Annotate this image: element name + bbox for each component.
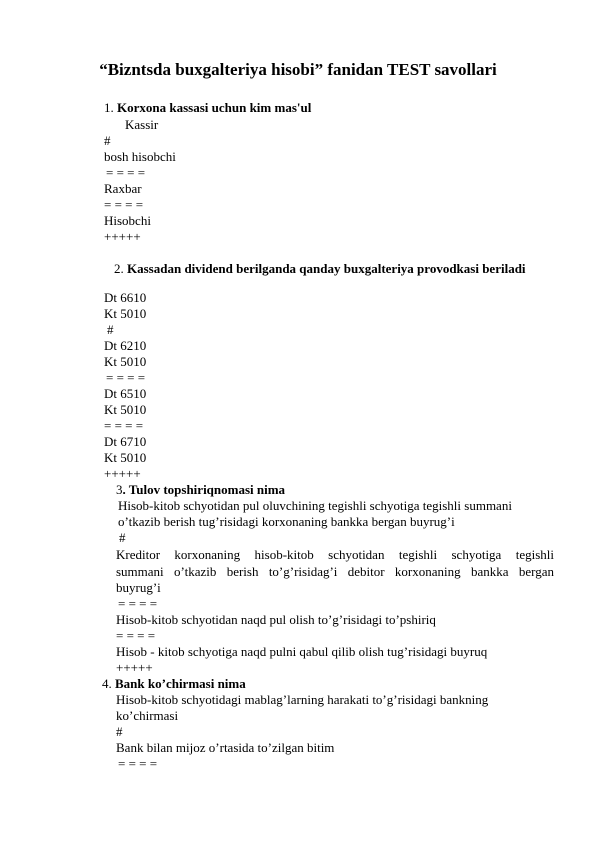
- answer-line: Bank bilan mijoz o’rtasida to’zilgan bitim: [116, 740, 335, 755]
- answer-line: ko’chirmasi: [116, 708, 179, 723]
- answer-separator: +++++: [116, 660, 153, 675]
- answer-line: Dt 6610: [104, 290, 147, 305]
- question-1: [104, 100, 311, 116]
- question-text: Korxona kassasi uchun kim mas'ul: [117, 100, 312, 115]
- answer-separator: = = = =: [106, 370, 146, 385]
- answer-line: Kt 5010: [104, 402, 147, 417]
- answer-separator: = = = =: [104, 197, 144, 212]
- question-3: [116, 482, 285, 498]
- answer-line: Kt 5010: [104, 306, 147, 321]
- answer-line: summani o’tkazib berish to’g’risidag’i debitor korxonaning bankka bergan: [116, 564, 554, 579]
- answer-separator: = = = =: [116, 628, 156, 643]
- question-2: [114, 261, 526, 277]
- question-number: 3: [116, 482, 123, 497]
- answer-line: Kt 5010: [104, 450, 147, 465]
- answer-separator: = = = =: [118, 596, 158, 611]
- answer-separator: #: [119, 530, 126, 545]
- answer-line: Hisob-kitob schyotidan pul oluvchining tegishli schyotiga tegishli summani: [118, 498, 512, 513]
- answer-separator: #: [104, 133, 111, 148]
- answer-separator: #: [107, 322, 114, 337]
- answer-line: Hisob - kitob schyotiga naqd pulni qabul qilib olish tug’risidagi buyruq: [116, 644, 488, 659]
- question-number: 2.: [114, 261, 124, 276]
- answer-line: Kassir: [125, 117, 159, 132]
- page-title: “Bizntsda buxgalteriya hisobi” fanidan TEST savollari: [99, 60, 497, 79]
- answer-line: o’tkazib berish tug’risidagi korxonaning bankka bergan buyrug’i: [118, 514, 455, 529]
- answer-line: Kreditor korxonaning hisob-kitob schyotidan tegishli schyotiga tegishli: [116, 547, 554, 562]
- answer-line: Kt 5010: [104, 354, 147, 369]
- answer-line: Dt 6510: [104, 386, 147, 401]
- question-number: 4.: [102, 676, 112, 691]
- answer-line: Raxbar: [104, 181, 142, 196]
- answer-separator: #: [116, 724, 123, 739]
- answer-separator: = = = =: [106, 165, 146, 180]
- answer-line: Hisob-kitob schyotidagi mablag’larning harakati to’g’risidagi bankning: [116, 692, 489, 707]
- answer-line: Hisob-kitob schyotidan naqd pul olish to’g’risidagi to’pshiriq: [116, 612, 436, 627]
- answer-line: buyrug’i: [116, 580, 161, 595]
- question-text: Kassadan dividend berilganda qanday buxgalteriya provodkasi beriladi: [127, 261, 526, 276]
- answer-line: bosh hisobchi: [104, 149, 176, 164]
- answer-separator: +++++: [104, 466, 141, 481]
- question-number: 1.: [104, 100, 114, 115]
- answer-line: Dt 6710: [104, 434, 147, 449]
- question-text: Bank ko’chirmasi nima: [115, 676, 246, 691]
- answer-separator: +++++: [104, 229, 141, 244]
- answer-line: Hisobchi: [104, 213, 151, 228]
- answer-separator: = = = =: [104, 418, 144, 433]
- question-text: . Tulov topshiriqnomasi nima: [122, 482, 286, 497]
- question-4: [102, 676, 246, 692]
- answer-separator: = = = =: [118, 756, 158, 771]
- answer-line: Dt 6210: [104, 338, 147, 353]
